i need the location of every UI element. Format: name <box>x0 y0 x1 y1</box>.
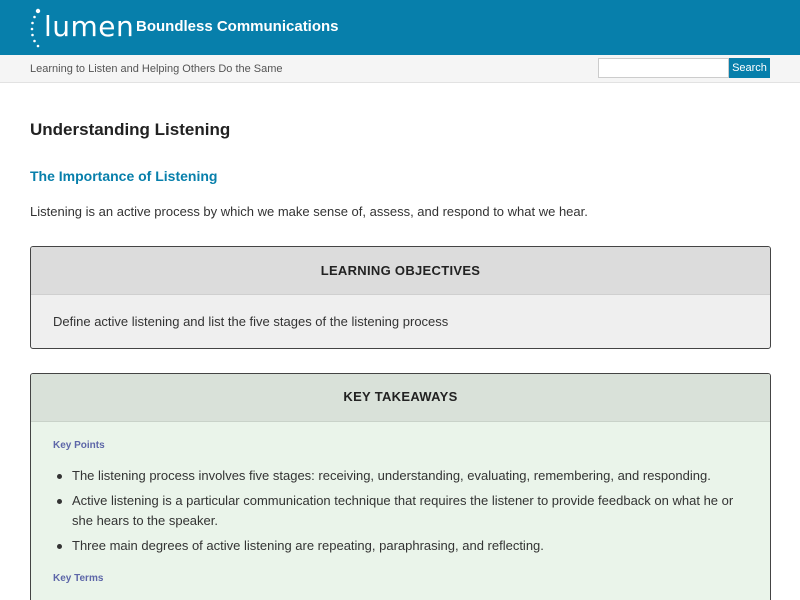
lumen-logo-link[interactable] <box>30 8 135 48</box>
learning-objectives-text: Define active listening and list the five stages of the listening process <box>53 314 449 329</box>
key-point-item: The listening process involves five stages: receiving, understanding, evaluating, remembering, and responding. <box>53 466 753 486</box>
sub-header-bar <box>0 55 800 83</box>
key-points-list <box>53 466 753 561</box>
learning-objectives-box <box>30 246 771 349</box>
page-title: Understanding Listening <box>30 120 231 139</box>
key-point-item: Active listening is a particular communication technique that requires the listener to provide feedback on what he or she hears to the speaker. <box>53 491 753 531</box>
search-button[interactable]: Search <box>729 58 770 78</box>
key-takeaways-heading: KEY TAKEAWAYS <box>31 374 770 422</box>
top-header-bar <box>0 0 800 55</box>
book-title-link[interactable]: Boundless Communications <box>136 18 339 35</box>
key-point-item: Three main degrees of active listening are repeating, paraphrasing, and reflecting. <box>53 536 753 556</box>
key-terms-label: Key Terms <box>53 573 104 584</box>
chapter-subtitle: Learning to Listen and Helping Others Do the Same <box>30 63 283 75</box>
key-takeaways-box <box>30 373 771 600</box>
learning-objectives-heading: LEARNING OBJECTIVES <box>31 247 770 295</box>
intro-paragraph: Listening is an active process by which we make sense of, assess, and respond to what we hear. <box>30 204 588 219</box>
logo-wordmark: lumen <box>44 10 135 43</box>
search-input[interactable] <box>598 58 729 78</box>
key-points-label: Key Points <box>53 440 105 451</box>
section-heading: The Importance of Listening <box>30 168 218 184</box>
